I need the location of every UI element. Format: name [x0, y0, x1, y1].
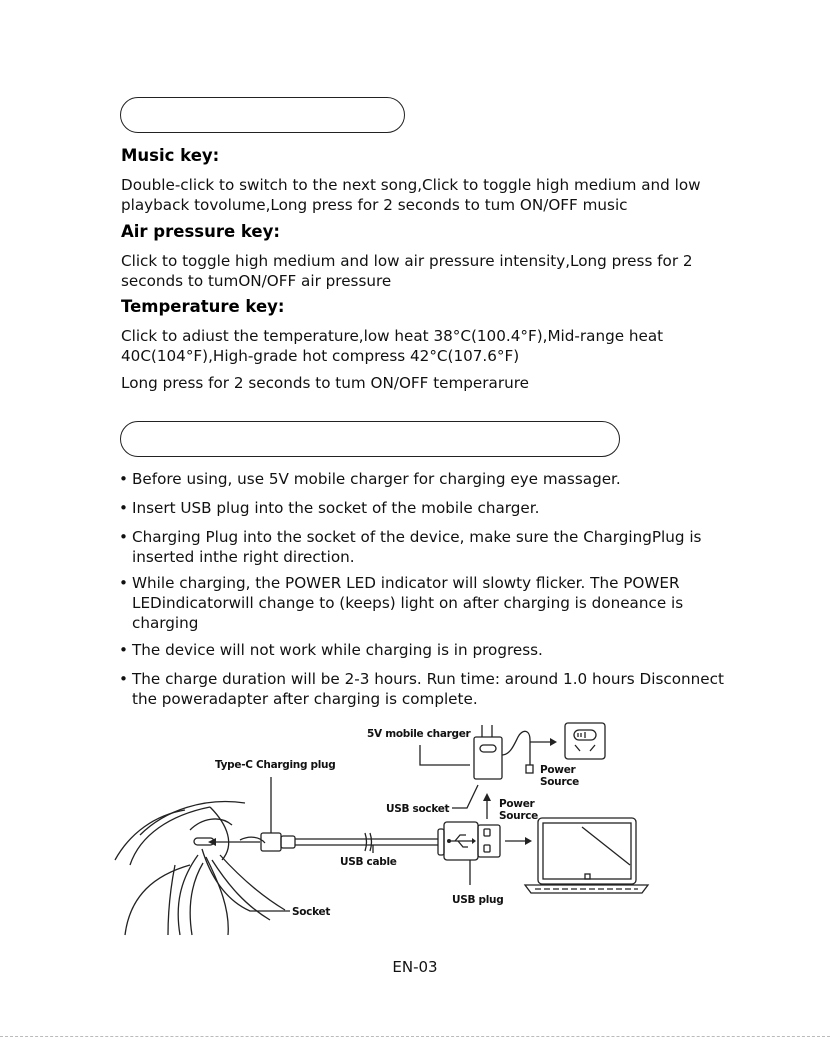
music-key-description: Double-click to switch to the next song,Click to toggle high medium and low playback tovolume,Long press for 2 seconds to tum ON/OFF music — [121, 176, 701, 214]
air-pressure-key-description: Click to toggle high medium and low air pressure intensity,Long press for 2 seconds to tumON/OFF air pressure — [121, 252, 693, 290]
charging-bullet-3 — [119, 527, 732, 567]
charging-bullet-2-text: Insert USB plug into the socket of the mobile charger. — [132, 499, 540, 517]
charging-bullet-1 — [119, 469, 732, 489]
charging-bullet-2 — [119, 498, 732, 518]
power-source-1-line1: Power — [540, 764, 576, 776]
bullet-dot: • — [119, 641, 128, 659]
power-outlet-icon — [540, 723, 605, 788]
mobile-charger — [367, 725, 533, 779]
temperature-key-longpress: Long press for 2 seconds to tum ON/OFF temperarure — [121, 374, 529, 392]
page-number: EN-03 — [392, 958, 438, 976]
bottom-dashed-rule — [0, 1036, 830, 1037]
usb-socket-label: USB socket — [386, 803, 450, 815]
power-source-2-line1: Power — [499, 798, 535, 810]
charging-bullet-4-text: While charging, the POWER LED indicator will slowty flicker. The POWER LEDindicatorwill change to (keeps) light on after charging is doneance is charging — [132, 574, 684, 632]
usb-cable — [295, 833, 438, 868]
charging-bullet-4 — [119, 573, 732, 633]
type-c-plug-label: Type-C Charging plug — [215, 759, 336, 771]
power-source-1-line2: Source — [540, 776, 579, 788]
type-c-plug — [215, 759, 335, 851]
eye-massager-illustration — [115, 802, 285, 935]
usb-plug — [438, 822, 503, 906]
section-header-charging — [120, 421, 620, 457]
charging-diagram — [110, 715, 650, 945]
charging-bullet-6 — [119, 669, 732, 709]
bullet-dot: • — [119, 670, 128, 688]
section-header-keys — [120, 97, 405, 133]
charging-bullet-1-text: Before using, use 5V mobile charger for charging eye massager. — [132, 470, 621, 488]
usb-plug-label: USB plug — [452, 894, 504, 906]
charging-bullet-5-text: The device will not work while charging is in progress. — [132, 641, 543, 659]
charging-bullet-3-text: Charging Plug into the socket of the device, make sure the ChargingPlug is inserted inthe right direction. — [132, 528, 702, 566]
bullet-dot: • — [119, 470, 128, 488]
bullet-dot: • — [119, 574, 128, 592]
air-pressure-key-heading: Air pressure key: — [121, 222, 280, 241]
charging-bullet-5 — [119, 640, 732, 660]
socket-label: Socket — [292, 906, 331, 918]
music-key-heading: Music key: — [121, 146, 220, 165]
temperature-key-description: Click to adiust the temperature,low heat 38°C(100.4°F),Mid-range heat 40C(104°F),High-grade hot compress 42°C(107.6°F) — [121, 327, 664, 365]
mobile-charger-label: 5V mobile charger — [367, 728, 471, 740]
charging-bullet-6-text: The charge duration will be 2-3 hours. Run time: around 1.0 hours Disconnect the poweradapter after charging is complete. — [132, 670, 724, 708]
laptop-icon — [525, 818, 648, 893]
bullet-dot: • — [119, 499, 128, 517]
socket-callout — [202, 849, 330, 918]
power-source-2-line2: Source — [499, 810, 538, 822]
temperature-key-heading: Temperature key: — [121, 297, 285, 316]
bullet-dot: • — [119, 528, 128, 546]
usb-cable-label: USB cable — [340, 856, 397, 868]
